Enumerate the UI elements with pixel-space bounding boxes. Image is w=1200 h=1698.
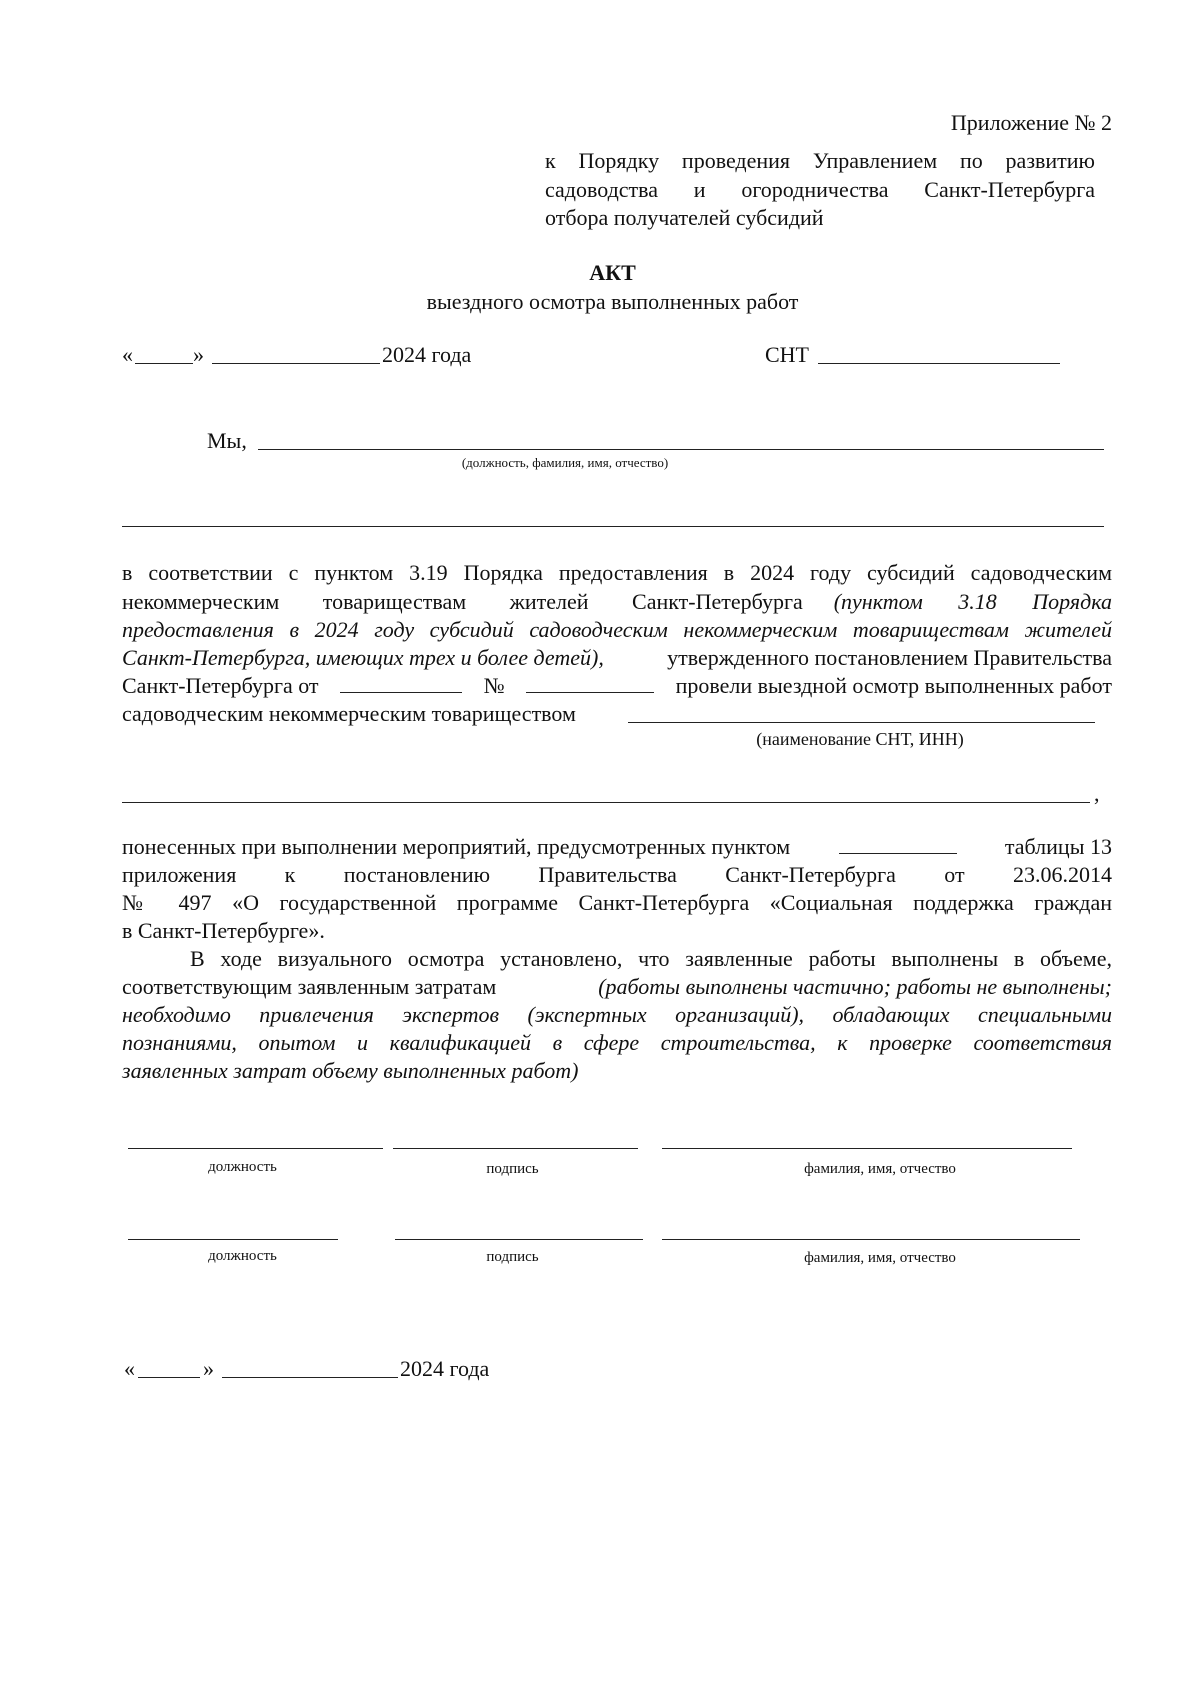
signature-1-position-label: должность xyxy=(208,1159,277,1175)
body-p1-line-5 xyxy=(122,671,1112,700)
snt-name-blank xyxy=(818,363,1060,364)
body-p1-line-2 xyxy=(122,587,1112,616)
body-p2-line-4: в Санкт-Петербурге». xyxy=(122,918,325,943)
date-day-blank xyxy=(135,363,193,364)
signature-2-signature-blank xyxy=(395,1239,643,1240)
item-number-blank xyxy=(839,833,957,854)
snt-label: СНТ xyxy=(765,342,809,367)
signature-1-signature-blank xyxy=(393,1148,638,1149)
body-p3-line-4: познаниями, опытом и квалификацией в сфере строительства, к проверке соответствия xyxy=(122,1030,1112,1055)
appendix-number: Приложение № 2 xyxy=(950,110,1112,135)
bottom-date-day-blank xyxy=(138,1377,200,1378)
signature-2-name-blank xyxy=(662,1239,1080,1240)
body-p1-line-2a: некоммерческим товариществам жителей Санкт-Петербурга xyxy=(122,589,803,614)
date-open-quote: « xyxy=(122,342,133,367)
date-close-quote: » xyxy=(193,342,204,367)
appendix-line-1: к Порядку проведения Управлением по развитию xyxy=(545,148,1095,173)
date-month-blank xyxy=(212,363,380,364)
signature-1-name-label: фамилия, имя, отчество xyxy=(804,1161,956,1177)
body-p1-line-5c: провели выездной осмотр выполненных работ xyxy=(675,673,1112,698)
decree-number-blank xyxy=(526,672,654,693)
signature-2-position-blank xyxy=(128,1239,338,1240)
we-caption: (должность, фамилия, имя, отчество) xyxy=(461,455,669,470)
body-p2-line-1b: таблицы 13 xyxy=(1004,834,1112,859)
body-p3-line-2 xyxy=(122,972,1112,1001)
we-label: Мы, xyxy=(207,428,247,453)
document-title: АКТ xyxy=(589,260,636,285)
snt-caption: (наименование СНТ, ИНН) xyxy=(756,729,964,749)
signature-1-signature-label: подпись xyxy=(486,1161,539,1177)
signature-1-position-blank xyxy=(128,1148,383,1149)
signature-2-signature-label: подпись xyxy=(486,1249,539,1265)
decree-date-blank xyxy=(340,672,462,693)
appendix-line-2: садоводства и огородничества Санкт-Петербурга xyxy=(545,177,1095,202)
snt-full-name-blank xyxy=(628,722,1095,723)
bottom-date-close-quote: » xyxy=(203,1356,214,1381)
body-p1-line-4b: утвержденного постановлением Правительства xyxy=(667,645,1112,670)
body-p3-line-3: необходимо привлечения экспертов (экспертных организаций), обладающих специальными xyxy=(122,1002,1112,1027)
bottom-date-year: 2024 года xyxy=(400,1356,490,1381)
body-p1-line-1: в соответствии с пунктом 3.19 Порядка предоставления в 2024 году субсидий садоводческим xyxy=(122,560,1112,585)
body-p2-line-1a: понесенных при выполнении мероприятий, предусмотренных пунктом xyxy=(122,834,791,859)
body-p1-line-3: предоставления в 2024 году субсидий садоводческим некоммерческим товариществам жителей xyxy=(122,617,1112,642)
body-p1-line-2b: (пунктом 3.18 Порядка xyxy=(833,589,1112,614)
bottom-date-open-quote: « xyxy=(124,1356,135,1381)
date-year: 2024 года xyxy=(382,342,472,367)
body-p2-line-2: приложения к постановлению Правительства Санкт-Петербурга от 23.06.2014 xyxy=(122,862,1112,887)
bottom-date-month-blank xyxy=(222,1377,398,1378)
we-names-blank xyxy=(258,449,1104,450)
body-p3-line-2b: (работы выполнены частично; работы не выполнены; xyxy=(598,974,1112,999)
snt-line-comma: , xyxy=(1094,781,1100,806)
body-p3-line-5: заявленных затрат объему выполненных работ) xyxy=(122,1058,579,1083)
signature-1-name-blank xyxy=(662,1148,1072,1149)
snt-full-name-blank-2 xyxy=(122,802,1090,803)
we-names-blank-2 xyxy=(122,526,1104,527)
body-p2-line-1 xyxy=(122,832,1112,861)
body-p3-line-2a: соответствующим заявленным затратам xyxy=(122,974,497,999)
body-p2-line-3: № 497 «О государственной программе Санкт-Петербурга «Социальная поддержка граждан xyxy=(122,890,1112,915)
signature-2-name-label: фамилия, имя, отчество xyxy=(804,1250,956,1266)
body-p1-line-5b: № xyxy=(483,673,505,698)
body-p3-line-1: В ходе визуального осмотра установлено, что заявленные работы выполнены в объеме, xyxy=(190,946,1112,971)
body-p1-line-4a: Санкт-Петербурга, имеющих трех и более детей), xyxy=(122,645,604,670)
document-subtitle: выездного осмотра выполненных работ xyxy=(426,289,799,314)
body-p1-line-5a: Санкт-Петербурга от xyxy=(122,673,319,698)
appendix-line-3: отбора получателей субсидий xyxy=(545,205,824,230)
body-p1-line-4 xyxy=(122,643,1112,672)
body-p1-line-6: садоводческим некоммерческим товариществом xyxy=(122,701,576,726)
signature-2-position-label: должность xyxy=(208,1248,277,1264)
